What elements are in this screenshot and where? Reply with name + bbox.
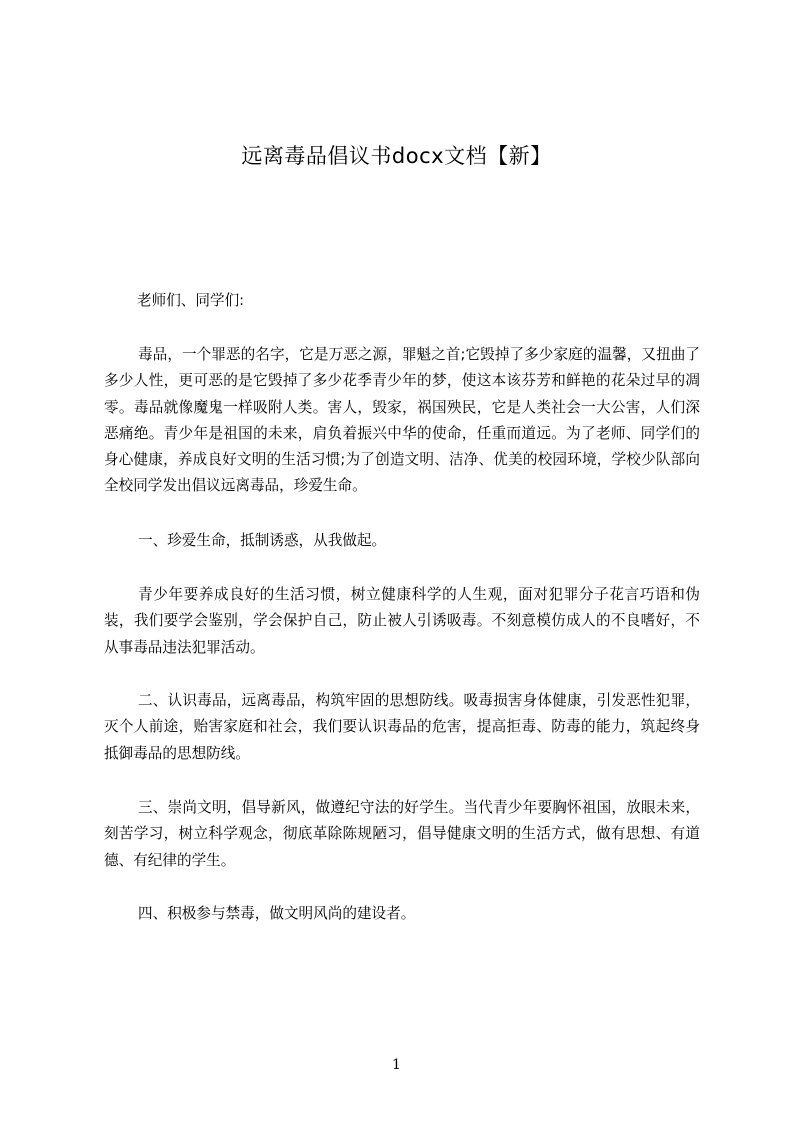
paragraph-intro: 毒品，一个罪恶的名字，它是万恶之源，罪魁之首;它毁掉了多少家庭的温馨，又扭曲了多少人性，更可恶的是它毁掉了多少花季青少年的梦，使这本该芬芳和鲜艳的花朵过早的凋零。毒品就像魔鬼一样吸附人类。害人，毁家，祸国殃民，它是人类社会一大公害，人们深恶痛绝。青少年是祖国的未来，肩负着振兴中华的使命，任重而道远。为了老师、同学们的身心健康，养成良好文明的生活习惯;为了创造文明、洁净、优美的校园环境，学校少队部向全校同学发出倡议远离毒品，珍爱生命。 xyxy=(104,346,700,495)
paragraph-heading-1: 一、珍爱生命，抵制诱惑，从我做起。 xyxy=(138,532,387,549)
paragraph-section-3: 三、崇尚文明，倡导新风，做遵纪守法的好学生。当代青少年要胸怀祖国，放眼未来，刻苦学习，树立科学观念，彻底革除陈规陋习，倡导健康文明的生活方式，做有思想、有道德、有纪律的学生。 xyxy=(104,799,700,869)
salutation: 老师们、同学们: xyxy=(137,292,245,309)
paragraph-heading-4: 四、积极参与禁毒，做文明风尚的建设者。 xyxy=(138,905,416,922)
paragraph-section-2: 二、认识毒品，远离毒品，构筑牢固的思想防线。吸毒损害身体健康，引发恶性犯罪，灭个人前途，贻害家庭和社会，我们要认识毒品的危害，提高拒毒、防毒的能力，筑起终身抵御毒品的思想防线。 xyxy=(104,692,700,762)
paragraph-section-1: 青少年要养成良好的生活习惯，树立健康科学的人生观，面对犯罪分子花言巧语和伪装，我们要学会鉴别，学会保护自己，防止被人引诱吸毒。不刻意模仿成人的不良嗜好，不从事毒品违法犯罪活动。 xyxy=(104,586,700,656)
page-number: 1 xyxy=(392,1057,401,1073)
document-title: 远离毒品倡议书docx文档【新】 xyxy=(241,144,552,168)
